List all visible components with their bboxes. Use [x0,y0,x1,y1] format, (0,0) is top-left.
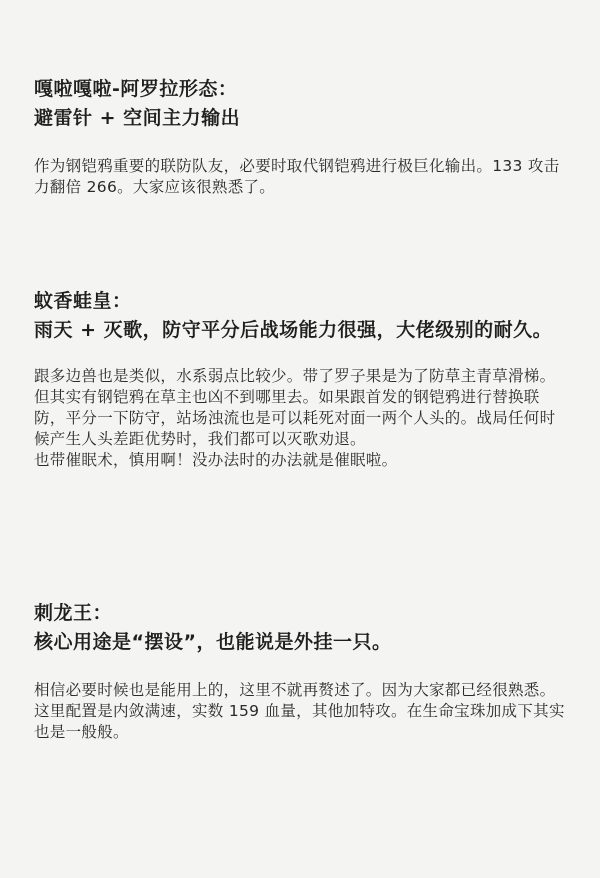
section-alolan-marowak [34,76,566,198]
paragraph: 也带催眠术，慎用啊！没办法时的办法就是催眠啦。 [34,451,398,469]
section-politoed [34,288,566,471]
section-title: 嘎啦嘎啦-阿罗拉形态： [34,78,238,100]
section-body [34,156,566,198]
paragraph: 跟多边兽也是类似，水系弱点比较少。带了罗子果是为了防草主青草滑梯。但其实有钢铠鸦在草主也凶不到哪里去。如果跟首发的钢铠鸦进行替换联防，平分一下防守，站场浊流也是可以耗死对面一两个人头的。战局任何时候产生人头差距优势时，我们都可以灭歌劝退。 [34,367,556,448]
section-kingdra [34,600,566,743]
section-title: 刺龙王： [34,602,113,624]
section-subtitle: 雨天 + 灭歌，防守平分后战场能力很强，大佬级别的耐久。 [34,319,553,341]
section-subtitle: 核心用途是“摆设”，也能说是外挂一只。 [34,631,392,653]
paragraph: 作为钢铠鸦重要的联防队友，必要时取代钢铠鸦进行极巨化输出。133 攻击力翻倍 266。大家应该很熟悉了。 [34,157,560,196]
paragraph: 相信必要时候也是能用上的，这里不就再赘述了。因为大家都已经很熟悉。这里配置是内敛满速，实数 159 血量，其他加特攻。在生命宝珠加成下其实也是一般般。 [34,681,565,741]
section-subtitle: 避雷针 + 空间主力输出 [34,107,241,129]
section-title: 蚊香蛙皇： [34,290,132,312]
section-body [34,366,566,471]
section-body [34,680,566,743]
